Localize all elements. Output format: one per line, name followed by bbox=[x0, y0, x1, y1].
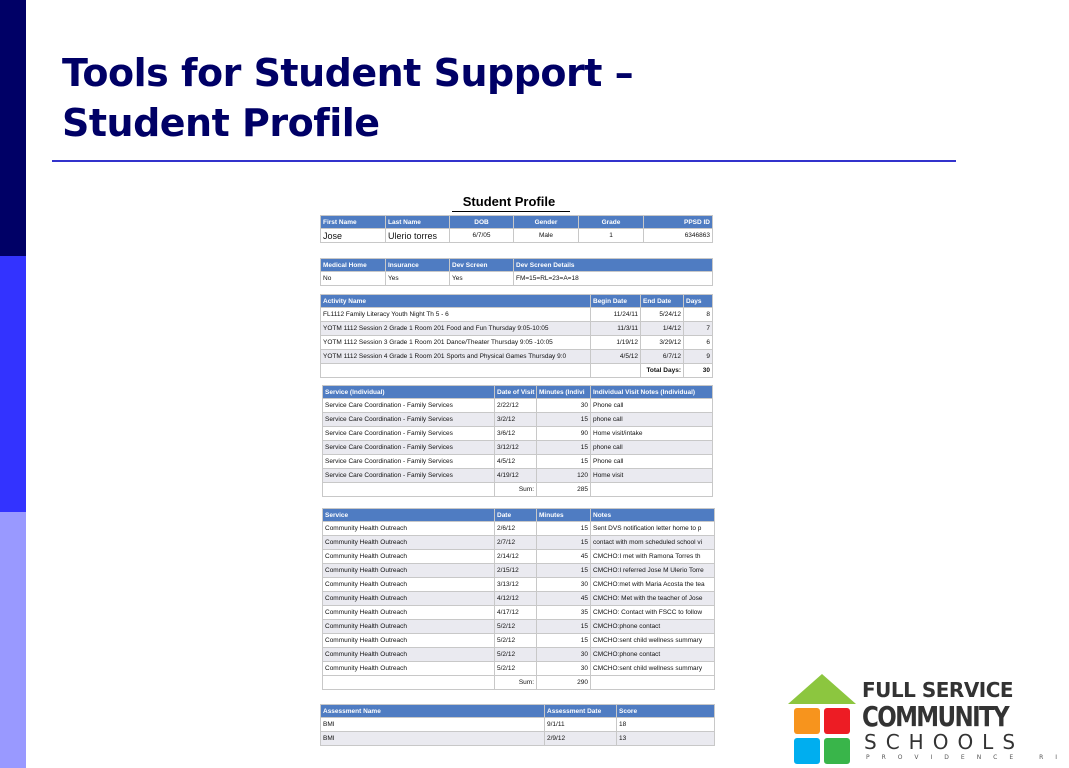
gender-cell: Male bbox=[514, 229, 579, 243]
service-cell: Community Health Outreach bbox=[323, 620, 495, 634]
column-header: Service (Individual) bbox=[323, 386, 495, 399]
notes-cell: Phone call bbox=[591, 399, 713, 413]
notes-cell: Sent DVS notification letter home to p bbox=[591, 522, 715, 536]
logo-line4: PROVIDENCE RI bbox=[866, 754, 1069, 761]
minutes-cell: 45 bbox=[537, 550, 591, 564]
minutes-cell: 30 bbox=[537, 662, 591, 676]
table-row bbox=[323, 550, 715, 564]
minutes-cell: 15 bbox=[537, 536, 591, 550]
service-cell: Service Care Coordination - Family Services bbox=[323, 469, 495, 483]
activities-table bbox=[320, 294, 713, 378]
minutes-cell: 30 bbox=[537, 648, 591, 662]
service-cell: Community Health Outreach bbox=[323, 522, 495, 536]
activity-name-cell: YOTM 1112 Session 3 Grade 1 Room 201 Dance/Theater Thursday 9:05 -10:05 bbox=[321, 336, 591, 350]
begin-date-cell: 11/3/11 bbox=[591, 322, 641, 336]
date-cell: 5/2/12 bbox=[495, 634, 537, 648]
column-header: PPSD ID bbox=[644, 216, 713, 229]
date-cell: 3/12/12 bbox=[495, 441, 537, 455]
notes-cell: CMCHO:sent child wellness summary bbox=[591, 662, 715, 676]
notes-cell: CMCHO:I met with Ramona Torres th bbox=[591, 550, 715, 564]
service-cell: Community Health Outreach bbox=[323, 634, 495, 648]
assessment-name-cell: BMI bbox=[321, 718, 545, 732]
sidebar-bar bbox=[0, 0, 26, 768]
minutes-cell: 15 bbox=[537, 564, 591, 578]
column-header: Score bbox=[617, 705, 715, 718]
date-cell: 2/15/12 bbox=[495, 564, 537, 578]
sidebar-segment-medium bbox=[0, 256, 26, 512]
column-header: Individual Visit Notes (Individual) bbox=[591, 386, 713, 399]
service-cell: Service Care Coordination - Family Services bbox=[323, 427, 495, 441]
notes-cell: phone call bbox=[591, 413, 713, 427]
first-name-cell: Jose bbox=[321, 229, 386, 243]
minutes-cell: 15 bbox=[537, 441, 591, 455]
table-row bbox=[323, 620, 715, 634]
column-header: Activity Name bbox=[321, 295, 591, 308]
minutes-cell: 120 bbox=[537, 469, 591, 483]
student-profile-document bbox=[316, 180, 716, 768]
notes-cell: Phone call bbox=[591, 455, 713, 469]
begin-date-cell: 11/24/11 bbox=[591, 308, 641, 322]
column-header: Begin Date bbox=[591, 295, 641, 308]
days-cell: 7 bbox=[684, 322, 713, 336]
service-cell: Community Health Outreach bbox=[323, 592, 495, 606]
table-row bbox=[323, 564, 715, 578]
column-header: Days bbox=[684, 295, 713, 308]
minutes-cell: 15 bbox=[537, 455, 591, 469]
individual-services-table bbox=[322, 385, 713, 497]
insurance-cell: Yes bbox=[386, 272, 450, 286]
column-header: Minutes bbox=[537, 509, 591, 522]
last-name-cell: Ulerio torres bbox=[386, 229, 450, 243]
notes-cell: CMCHO:phone contact bbox=[591, 648, 715, 662]
notes-cell: Home visit/intake bbox=[591, 427, 713, 441]
minutes-cell: 90 bbox=[537, 427, 591, 441]
assessments-table bbox=[320, 704, 715, 746]
medical-home-cell: No bbox=[321, 272, 386, 286]
score-cell: 13 bbox=[617, 732, 715, 746]
red-square-icon bbox=[824, 708, 850, 734]
table-row bbox=[321, 718, 715, 732]
column-header: Dev Screen bbox=[450, 259, 514, 272]
end-date-cell: 3/29/12 bbox=[641, 336, 684, 350]
notes-cell: Home visit bbox=[591, 469, 713, 483]
column-header: Grade bbox=[579, 216, 644, 229]
column-header: Insurance bbox=[386, 259, 450, 272]
sum-row bbox=[323, 483, 713, 497]
score-cell: 18 bbox=[617, 718, 715, 732]
empty-cell bbox=[321, 364, 591, 378]
column-header: Last Name bbox=[386, 216, 450, 229]
column-header: Gender bbox=[514, 216, 579, 229]
table-row bbox=[321, 229, 713, 243]
table-row bbox=[323, 522, 715, 536]
column-header: Medical Home bbox=[321, 259, 386, 272]
profile-title-underline bbox=[452, 211, 570, 212]
logo-line3: SCHOOLS bbox=[864, 730, 1025, 754]
end-date-cell: 6/7/12 bbox=[641, 350, 684, 364]
sum-label: Sum: bbox=[495, 483, 537, 497]
notes-cell: CMCHO:sent child wellness summary bbox=[591, 634, 715, 648]
end-date-cell: 1/4/12 bbox=[641, 322, 684, 336]
empty-cell bbox=[323, 483, 495, 497]
grade-cell: 1 bbox=[579, 229, 644, 243]
table-row bbox=[323, 592, 715, 606]
table-header-row bbox=[321, 259, 713, 272]
column-header: DOB bbox=[450, 216, 514, 229]
begin-date-cell: 4/5/12 bbox=[591, 350, 641, 364]
end-date-cell: 5/24/12 bbox=[641, 308, 684, 322]
service-cell: Community Health Outreach bbox=[323, 550, 495, 564]
medical-table bbox=[320, 258, 713, 286]
date-cell: 4/12/12 bbox=[495, 592, 537, 606]
column-header: Minutes (Indivi bbox=[537, 386, 591, 399]
empty-cell bbox=[591, 364, 641, 378]
minutes-cell: 15 bbox=[537, 522, 591, 536]
minutes-cell: 30 bbox=[537, 399, 591, 413]
column-header: Dev Screen Details bbox=[514, 259, 713, 272]
orange-square-icon bbox=[794, 708, 820, 734]
assessment-name-cell: BMI bbox=[321, 732, 545, 746]
service-cell: Community Health Outreach bbox=[323, 648, 495, 662]
date-cell: 5/2/12 bbox=[495, 662, 537, 676]
days-cell: 6 bbox=[684, 336, 713, 350]
activity-name-cell: FL1112 Family Literacy Youth Night Th 5 - 6 bbox=[321, 308, 591, 322]
minutes-cell: 15 bbox=[537, 413, 591, 427]
services-table bbox=[322, 508, 715, 690]
total-row bbox=[321, 364, 713, 378]
date-cell: 3/2/12 bbox=[495, 413, 537, 427]
table-row bbox=[321, 308, 713, 322]
column-header: Assessment Date bbox=[545, 705, 617, 718]
service-cell: Community Health Outreach bbox=[323, 536, 495, 550]
table-row bbox=[323, 606, 715, 620]
column-header: Service bbox=[323, 509, 495, 522]
notes-cell: CMCHO: Contact with FSCC to follow bbox=[591, 606, 715, 620]
blue-square-icon bbox=[794, 738, 820, 764]
service-cell: Community Health Outreach bbox=[323, 564, 495, 578]
table-header-row bbox=[323, 509, 715, 522]
table-row bbox=[321, 322, 713, 336]
notes-cell: CMCHO: Met with the teacher of Jose bbox=[591, 592, 715, 606]
slide-title bbox=[62, 48, 942, 148]
table-row bbox=[323, 441, 713, 455]
empty-cell bbox=[591, 483, 713, 497]
activity-name-cell: YOTM 1112 Session 2 Grade 1 Room 201 Food and Fun Thursday 9:05-10:05 bbox=[321, 322, 591, 336]
minutes-cell: 45 bbox=[537, 592, 591, 606]
sidebar-segment-dark bbox=[0, 0, 26, 256]
table-row bbox=[323, 536, 715, 550]
minutes-cell: 15 bbox=[537, 634, 591, 648]
minutes-cell: 15 bbox=[537, 620, 591, 634]
table-row bbox=[323, 413, 713, 427]
table-header-row bbox=[323, 386, 713, 399]
service-cell: Service Care Coordination - Family Services bbox=[323, 413, 495, 427]
days-cell: 8 bbox=[684, 308, 713, 322]
service-cell: Community Health Outreach bbox=[323, 606, 495, 620]
slide-title-line2: Student Profile bbox=[62, 101, 380, 145]
table-row bbox=[323, 578, 715, 592]
roof-icon bbox=[788, 674, 856, 704]
empty-cell bbox=[323, 676, 495, 690]
date-cell: 4/17/12 bbox=[495, 606, 537, 620]
column-header: Assessment Name bbox=[321, 705, 545, 718]
column-header: End Date bbox=[641, 295, 684, 308]
table-row bbox=[323, 427, 713, 441]
service-cell: Community Health Outreach bbox=[323, 578, 495, 592]
table-row bbox=[321, 732, 715, 746]
date-cell: 3/13/12 bbox=[495, 578, 537, 592]
table-row bbox=[323, 455, 713, 469]
minutes-cell: 30 bbox=[537, 578, 591, 592]
table-row bbox=[323, 662, 715, 676]
notes-cell: CMCHO:met with Maria Acosta the tea bbox=[591, 578, 715, 592]
minutes-cell: 35 bbox=[537, 606, 591, 620]
column-header: Date of Visit bbox=[495, 386, 537, 399]
dev-screen-details-cell: FM=15=RL=23=A=18 bbox=[514, 272, 713, 286]
date-cell: 3/6/12 bbox=[495, 427, 537, 441]
title-divider bbox=[52, 160, 956, 162]
days-cell: 9 bbox=[684, 350, 713, 364]
date-cell: 2/22/12 bbox=[495, 399, 537, 413]
table-row bbox=[323, 469, 713, 483]
date-cell: 2/7/12 bbox=[495, 536, 537, 550]
notes-cell: contact with mom scheduled school vi bbox=[591, 536, 715, 550]
begin-date-cell: 1/19/12 bbox=[591, 336, 641, 350]
service-cell: Community Health Outreach bbox=[323, 662, 495, 676]
column-header: Date bbox=[495, 509, 537, 522]
table-row bbox=[323, 399, 713, 413]
logo-line2: COMMUNITY bbox=[862, 700, 1008, 733]
notes-cell: CMCHO:phone contact bbox=[591, 620, 715, 634]
assessment-date-cell: 9/1/11 bbox=[545, 718, 617, 732]
service-cell: Service Care Coordination - Family Services bbox=[323, 399, 495, 413]
table-row bbox=[323, 648, 715, 662]
table-header-row bbox=[321, 705, 715, 718]
empty-cell bbox=[591, 676, 715, 690]
date-cell: 2/6/12 bbox=[495, 522, 537, 536]
dob-cell: 6/7/05 bbox=[450, 229, 514, 243]
date-cell: 4/5/12 bbox=[495, 455, 537, 469]
total-days-label: Total Days: bbox=[641, 364, 684, 378]
dev-screen-cell: Yes bbox=[450, 272, 514, 286]
table-header-row bbox=[321, 216, 713, 229]
service-cell: Service Care Coordination - Family Services bbox=[323, 455, 495, 469]
table-row bbox=[323, 634, 715, 648]
slide-title-line1: Tools for Student Support – bbox=[62, 51, 634, 95]
sum-label: Sum: bbox=[495, 676, 537, 690]
table-row bbox=[321, 350, 713, 364]
activity-name-cell: YOTM 1112 Session 4 Grade 1 Room 201 Sports and Physical Games Thursday 9:0 bbox=[321, 350, 591, 364]
assessment-date-cell: 2/9/12 bbox=[545, 732, 617, 746]
table-row bbox=[321, 272, 713, 286]
date-cell: 4/19/12 bbox=[495, 469, 537, 483]
green-square-icon bbox=[824, 738, 850, 764]
table-header-row bbox=[321, 295, 713, 308]
sum-value: 285 bbox=[537, 483, 591, 497]
table-row bbox=[321, 336, 713, 350]
student-info-table bbox=[320, 215, 713, 243]
sum-value: 290 bbox=[537, 676, 591, 690]
date-cell: 2/14/12 bbox=[495, 550, 537, 564]
profile-title: Student Profile bbox=[462, 194, 556, 209]
date-cell: 5/2/12 bbox=[495, 620, 537, 634]
column-header: Notes bbox=[591, 509, 715, 522]
notes-cell: CMCHO:I referred Jose M Ulerio Torre bbox=[591, 564, 715, 578]
logo-line1: FULL SERVICE bbox=[862, 678, 1014, 702]
ppsd-id-cell: 6346863 bbox=[644, 229, 713, 243]
full-service-community-schools-logo bbox=[786, 672, 1069, 768]
total-days-value: 30 bbox=[684, 364, 713, 378]
service-cell: Service Care Coordination - Family Services bbox=[323, 441, 495, 455]
column-header: First Name bbox=[321, 216, 386, 229]
notes-cell: phone call bbox=[591, 441, 713, 455]
date-cell: 5/2/12 bbox=[495, 648, 537, 662]
sidebar-segment-light bbox=[0, 512, 26, 768]
sum-row bbox=[323, 676, 715, 690]
